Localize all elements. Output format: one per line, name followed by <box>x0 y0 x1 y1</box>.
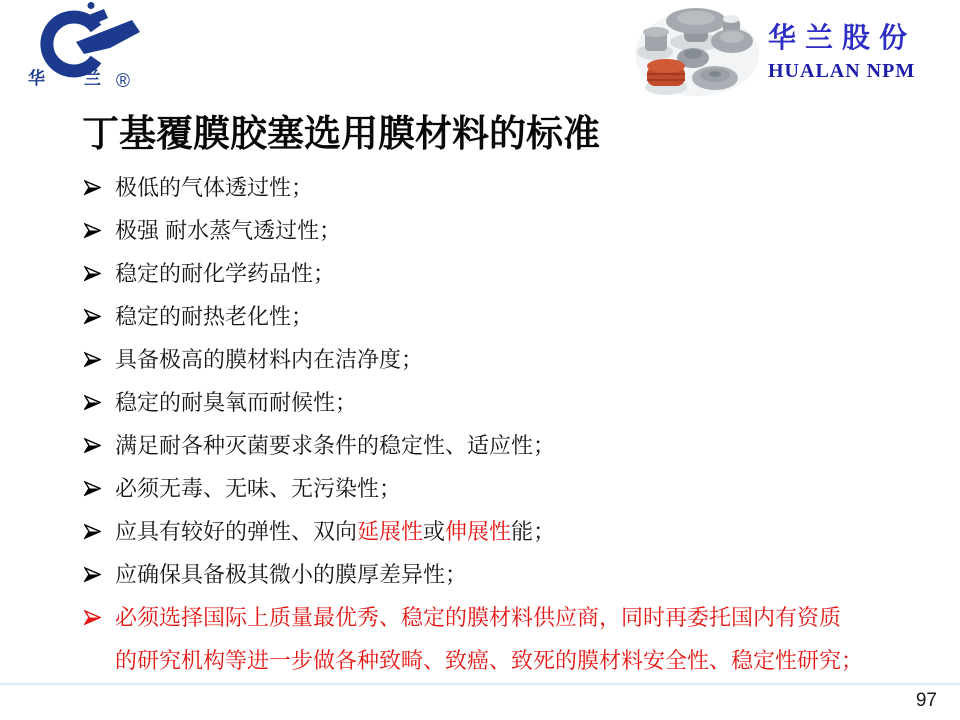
bullet-list <box>84 166 940 682</box>
bullet-item <box>84 553 940 596</box>
company-name-cn: 华兰股份 <box>768 23 917 54</box>
bullet-arrow-icon <box>84 553 115 596</box>
bullet-text: 极强 耐水蒸气透过性； <box>115 218 342 243</box>
bullet-arrow-icon <box>84 295 115 338</box>
bullet-arrow-icon <box>84 252 115 295</box>
bullet-segment: 或 <box>423 519 446 544</box>
bullet-item <box>84 467 940 510</box>
bullet-segment-highlight: 延展性 <box>357 519 424 544</box>
logo-char-right: 兰 <box>84 69 101 88</box>
slide-title: 丁基覆膜胶塞选用膜材料的标准 <box>82 113 600 154</box>
bullet-item-red <box>84 596 940 682</box>
page-number: 97 <box>915 690 937 711</box>
rubber-stoppers-icon <box>633 4 767 99</box>
company-logo <box>14 2 154 99</box>
bullet-line: 的研究机构等进一步做各种致畸、致癌、致死的膜材料安全性、稳定性研究； <box>115 648 864 673</box>
bullet-text <box>115 510 940 553</box>
bullet-arrow-icon <box>84 166 115 209</box>
bullet-arrow-icon <box>84 381 115 424</box>
bullet-item <box>84 166 940 209</box>
bullet-arrow-icon <box>84 424 115 467</box>
bullet-text: 具备极高的膜材料内在洁净度； <box>115 347 424 372</box>
hualan-cl-logo-icon <box>14 2 154 94</box>
brand-block <box>768 16 954 83</box>
bullet-line: 必须选择国际上质量最优秀、稳定的膜材料供应商，同时再委托国内有资质 <box>115 605 842 630</box>
bullet-text <box>115 596 940 682</box>
bullet-item <box>84 424 940 467</box>
bullet-text: 必须无毒、无味、无污染性； <box>115 476 402 501</box>
company-name-en: HUALAN NPM <box>768 60 916 82</box>
bullet-arrow-icon <box>84 209 115 252</box>
bullet-item <box>84 209 940 252</box>
product-photo <box>633 4 767 104</box>
bullet-item <box>84 338 940 381</box>
bullet-segment: 应具有较好的弹性、双向 <box>115 519 358 544</box>
bullet-arrow-icon <box>84 467 115 510</box>
bullet-arrow-icon <box>84 510 115 553</box>
logo-char-left: 华 <box>28 69 45 88</box>
bottom-divider <box>0 683 960 685</box>
bullet-item <box>84 381 940 424</box>
bullet-text: 极低的气体透过性； <box>115 175 314 200</box>
bullet-segment: 能； <box>511 519 556 544</box>
bullet-segment-highlight: 伸展性 <box>445 519 512 544</box>
bullet-text: 稳定的耐热老化性； <box>115 304 314 329</box>
registered-mark: ® <box>116 71 130 92</box>
bullet-item <box>84 295 940 338</box>
bullet-item <box>84 252 940 295</box>
bullet-arrow-icon <box>84 338 115 381</box>
bullet-item-mixed-highlight <box>84 510 940 553</box>
bullet-text: 稳定的耐化学药品性； <box>115 261 336 286</box>
bullet-text: 应确保具备极其微小的膜厚差异性； <box>115 562 468 587</box>
bullet-text: 满足耐各种灭菌要求条件的稳定性、适应性； <box>115 433 556 458</box>
bullet-arrow-icon-red <box>84 596 115 639</box>
bullet-text: 稳定的耐臭氧而耐候性； <box>115 390 358 415</box>
